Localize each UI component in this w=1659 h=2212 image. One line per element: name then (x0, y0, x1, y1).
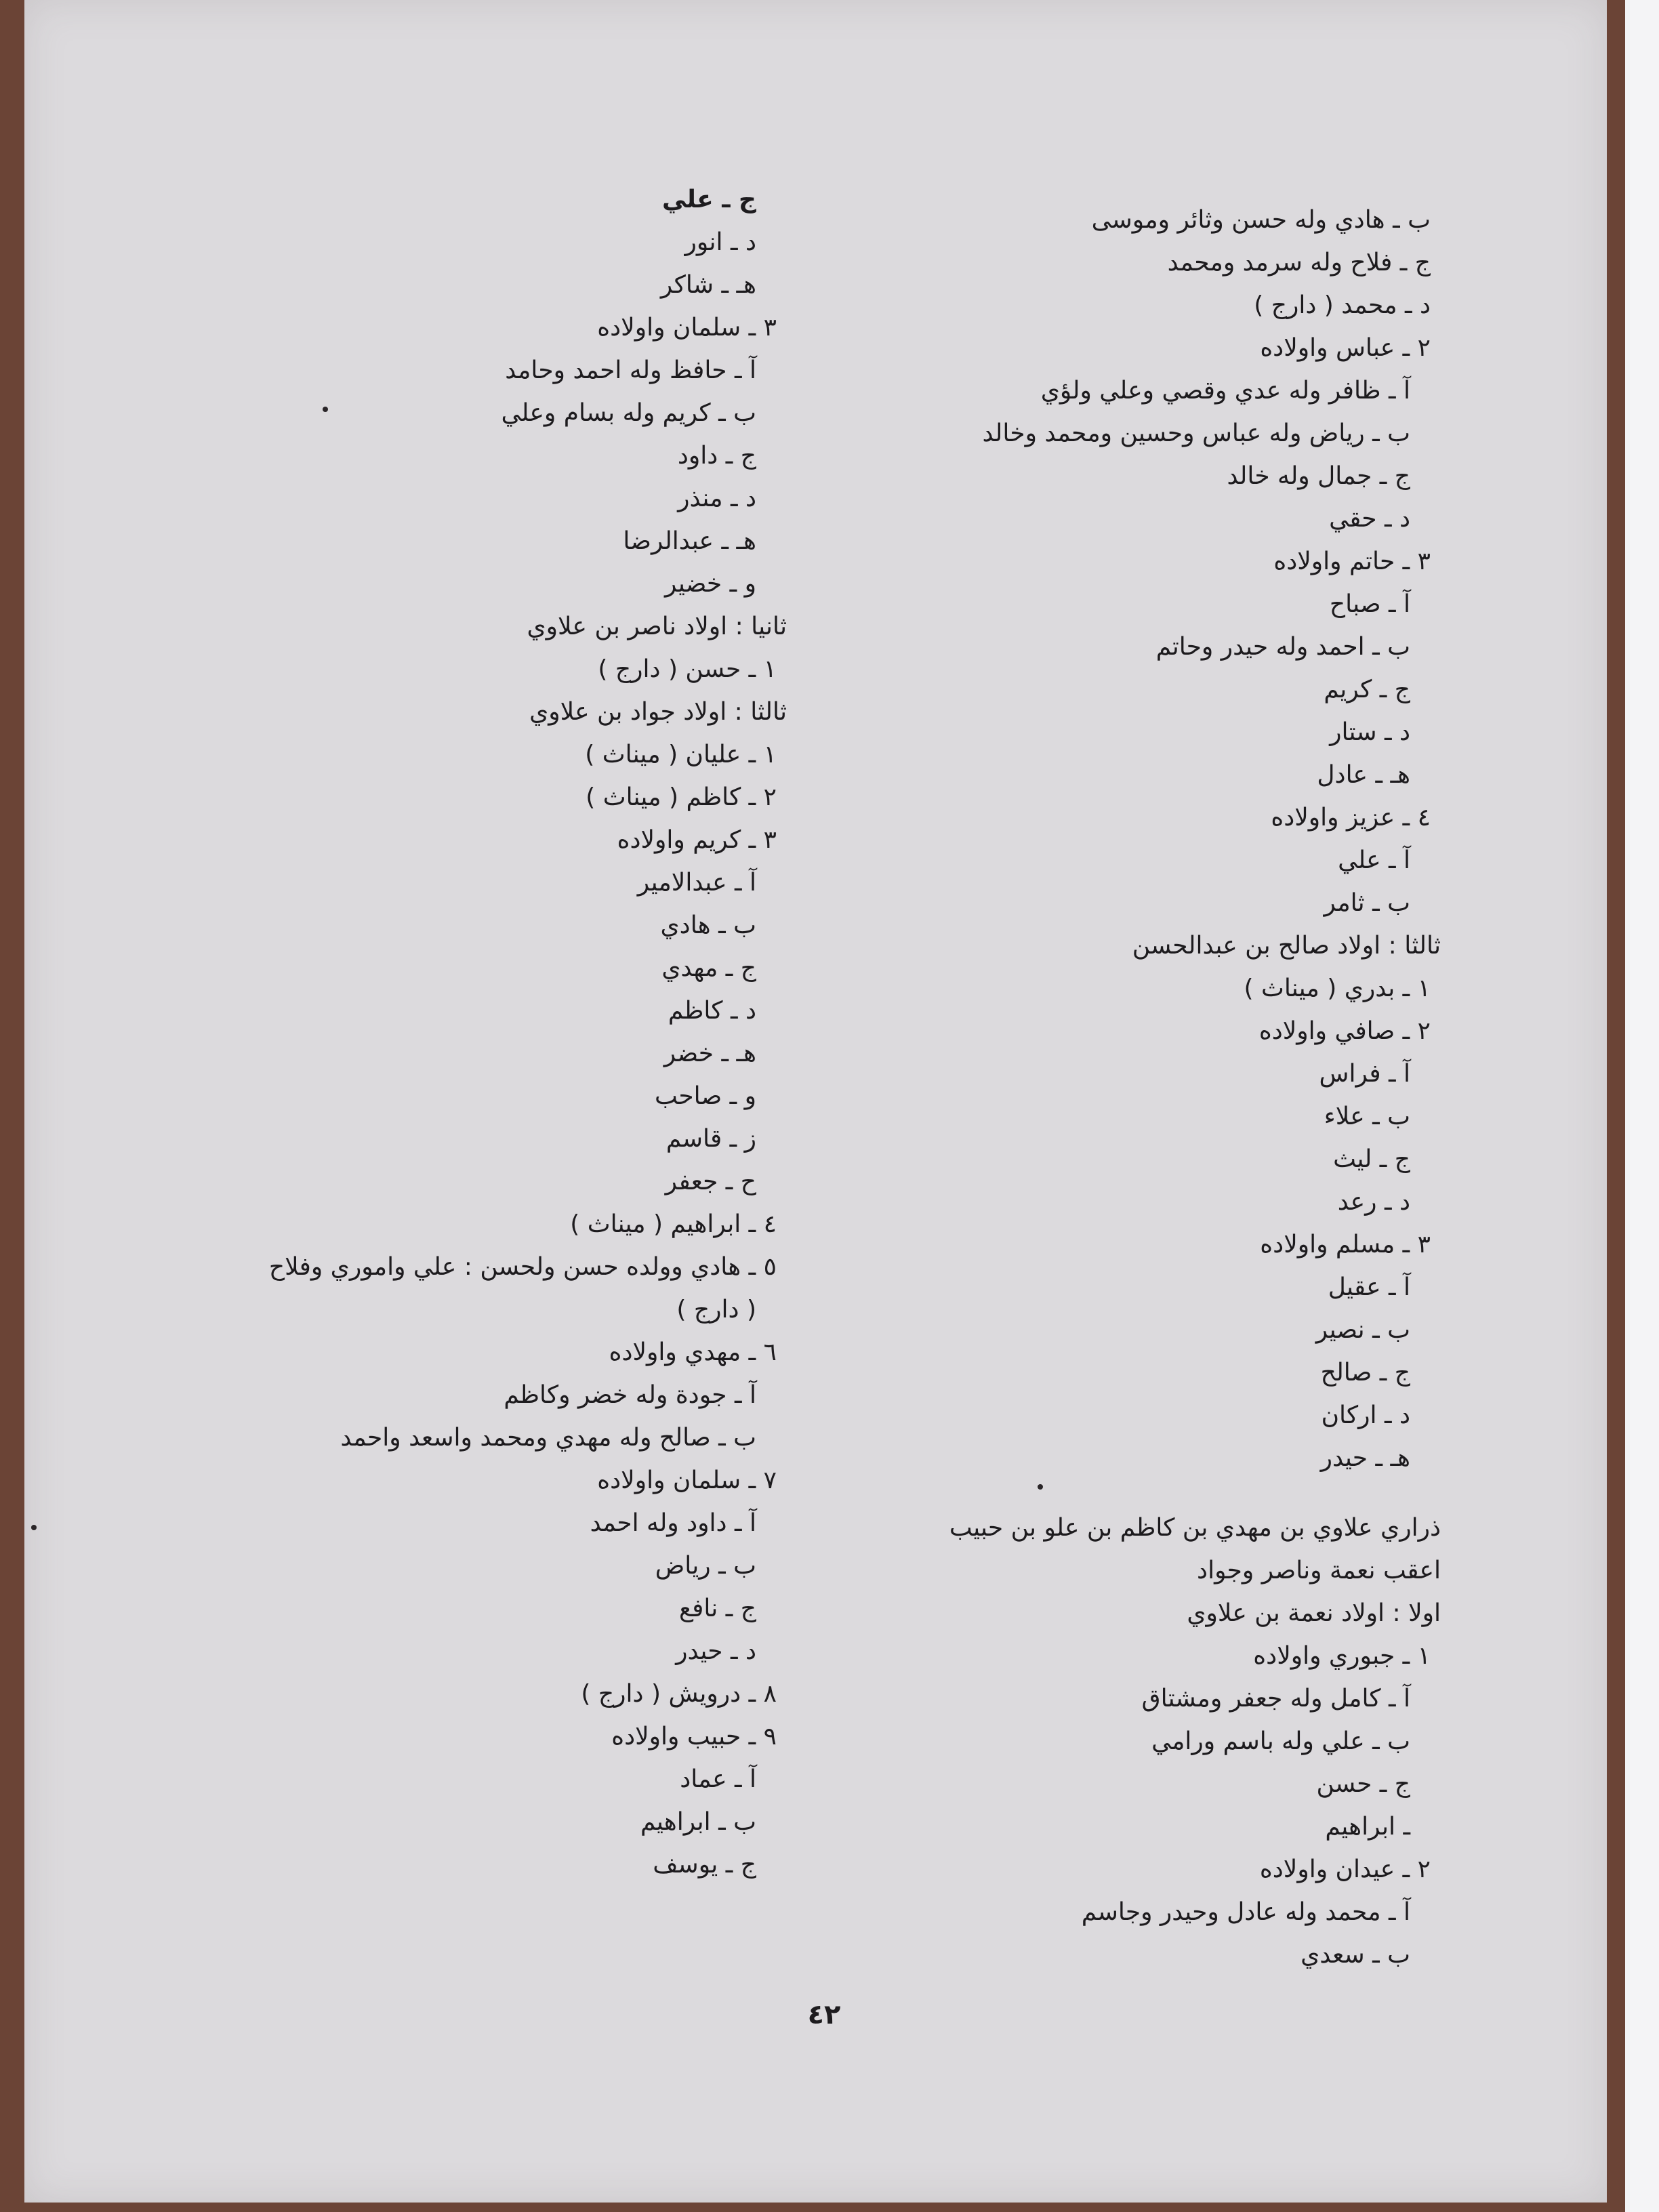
page-number: ٤٢ (807, 1999, 841, 2030)
right-line: آ ـ كامل وله جعفر ومشتاق (1141, 1685, 1410, 1713)
ink-speck (31, 1525, 37, 1530)
right-line: آ ـ عقيل (1328, 1273, 1410, 1301)
left-line: د ـ انور (684, 228, 756, 256)
right-line: ب ـ علاء (1324, 1103, 1410, 1130)
right-line: آ ـ فراس (1319, 1060, 1410, 1088)
left-line: ٦ ـ مهدي واولاده (609, 1338, 777, 1366)
ink-speck (1038, 1484, 1043, 1490)
right-line: ٣ ـ حاتم واولاده (1273, 548, 1431, 575)
left-line: هـ ـ عبدالرضا (623, 527, 756, 555)
left-line: ج ـ علي (661, 186, 756, 213)
left-line: ثانيا : اولاد ناصر بن علاوي (527, 613, 787, 640)
left-line: هـ ـ شاكر (660, 271, 756, 299)
left-line: ب ـ كريم وله بسام وعلي (501, 399, 756, 427)
left-line: ب ـ هادي (660, 912, 756, 939)
background-strip (1625, 0, 1659, 2212)
right-line: ٤ ـ عزيز واولاده (1271, 804, 1431, 832)
left-line: آ ـ جودة وله خضر وكاظم (504, 1381, 756, 1409)
left-line: ٩ ـ حبيب واولاده (611, 1723, 777, 1750)
left-line: د ـ كاظم (668, 997, 756, 1025)
right-line: ٢ ـ صافي واولاده (1258, 1017, 1431, 1045)
right-line: ج ـ فلاح وله سرمد ومحمد (1167, 249, 1431, 276)
ink-speck (323, 407, 328, 412)
left-line: ( دارج ) (676, 1296, 756, 1324)
left-line: ج ـ نافع (678, 1595, 756, 1622)
left-line: آ ـ حافظ وله احمد وحامد (505, 356, 756, 384)
left-line: ج ـ يوسف (653, 1851, 756, 1879)
right-line: ١ ـ بدري ( ميناث ) (1244, 975, 1431, 1002)
right-line: د ـ حقي (1329, 505, 1410, 533)
left-line: ٣ ـ سلمان واولاده (597, 314, 777, 342)
right-line: ب ـ علي وله باسم ورامي (1151, 1727, 1410, 1755)
left-line: ٢ ـ كاظم ( ميناث ) (586, 783, 777, 811)
right-line: ١ ـ جبوري واولاده (1253, 1642, 1431, 1670)
right-line: آ ـ ظافر وله عدي وقصي وعلي ولؤي (1040, 377, 1410, 405)
left-line: و ـ خضير (664, 570, 756, 598)
right-line: ب ـ احمد وله حيدر وحاتم (1155, 633, 1410, 661)
right-line: اعقب نعمة وناصر وجواد (1197, 1557, 1441, 1584)
right-line: ج ـ حسن (1316, 1770, 1410, 1798)
left-line: ٣ ـ كريم واولاده (617, 826, 777, 854)
right-line: ج ـ ليث (1333, 1145, 1410, 1173)
left-line: ثالثا : اولاد جواد بن علاوي (529, 698, 787, 726)
left-line: ز ـ قاسم (665, 1125, 756, 1153)
left-line: د ـ حيدر (676, 1637, 756, 1665)
right-line: ب ـ هادي وله حسن وثائر وموسى (1091, 206, 1431, 234)
left-line: ج ـ مهدي (661, 954, 756, 982)
section-heading: ذراري علاوي بن مهدي بن كاظم بن علو بن حبيب (949, 1514, 1441, 1542)
left-line: ج ـ داود (677, 442, 756, 470)
right-line: آ ـ صباح (1329, 590, 1410, 618)
left-line: ١ ـ حسن ( دارج ) (598, 655, 777, 683)
right-line: هـ ـ عادل (1317, 761, 1410, 789)
right-line: ج ـ جمال وله خالد (1227, 462, 1410, 490)
left-line: آ ـ عماد (680, 1765, 756, 1793)
right-line: هـ ـ حيدر (1320, 1444, 1410, 1472)
left-line: ب ـ صالح وله مهدي ومحمد واسعد واحمد (340, 1424, 756, 1452)
right-line: ٢ ـ عيدان واولاده (1259, 1856, 1431, 1883)
left-line: ح ـ جعفر (665, 1168, 756, 1195)
right-line: ـ ابراهيم (1325, 1813, 1410, 1841)
left-line: ١ ـ عليان ( ميناث ) (585, 741, 777, 769)
right-line: د ـ ستار (1330, 718, 1410, 746)
left-line: ٨ ـ درويش ( دارج ) (581, 1680, 777, 1708)
right-line: اولا : اولاد نعمة بن علاوي (1187, 1599, 1441, 1627)
right-line: د ـ محمد ( دارج ) (1254, 291, 1431, 319)
left-line: و ـ صاحب (655, 1082, 756, 1110)
left-line: آ ـ داود وله احمد (590, 1509, 756, 1537)
left-line: ٤ ـ ابراهيم ( ميناث ) (570, 1210, 777, 1238)
right-line: د ـ اركان (1321, 1401, 1410, 1429)
left-line: ب ـ رياض (655, 1552, 756, 1580)
left-line: د ـ منذر (678, 485, 756, 512)
right-line: ج ـ صالح (1320, 1359, 1410, 1387)
right-line: د ـ رعد (1337, 1188, 1410, 1216)
right-line: ب ـ ثامر (1324, 889, 1410, 917)
left-line: ٥ ـ هادي وولده حسن ولحسن : علي واموري وفلاح (268, 1253, 777, 1281)
left-line: ٧ ـ سلمان واولاده (597, 1467, 777, 1494)
right-line: ب ـ نصير (1315, 1316, 1410, 1344)
right-line: ٣ ـ مسلم واولاده (1260, 1231, 1431, 1258)
right-line: ثالثا : اولاد صالح بن عبدالحسن (1132, 932, 1441, 960)
right-line: ب ـ رياض وله عباس وحسين ومحمد وخالد (982, 419, 1410, 447)
right-line: ج ـ كريم (1324, 676, 1410, 703)
left-line: ب ـ ابراهيم (640, 1808, 756, 1836)
left-line: آ ـ عبدالامير (637, 869, 756, 897)
left-column (126, 0, 787, 1999)
right-line: ب ـ سعدي (1300, 1941, 1410, 1969)
right-line: ٢ ـ عباس واولاده (1260, 334, 1431, 362)
right-column (770, 0, 1441, 1999)
book-page (24, 0, 1607, 2203)
right-line: آ ـ محمد وله عادل وحيدر وجاسم (1081, 1898, 1410, 1926)
left-line: هـ ـ خضر (663, 1040, 756, 1067)
right-line: آ ـ علي (1338, 846, 1410, 874)
